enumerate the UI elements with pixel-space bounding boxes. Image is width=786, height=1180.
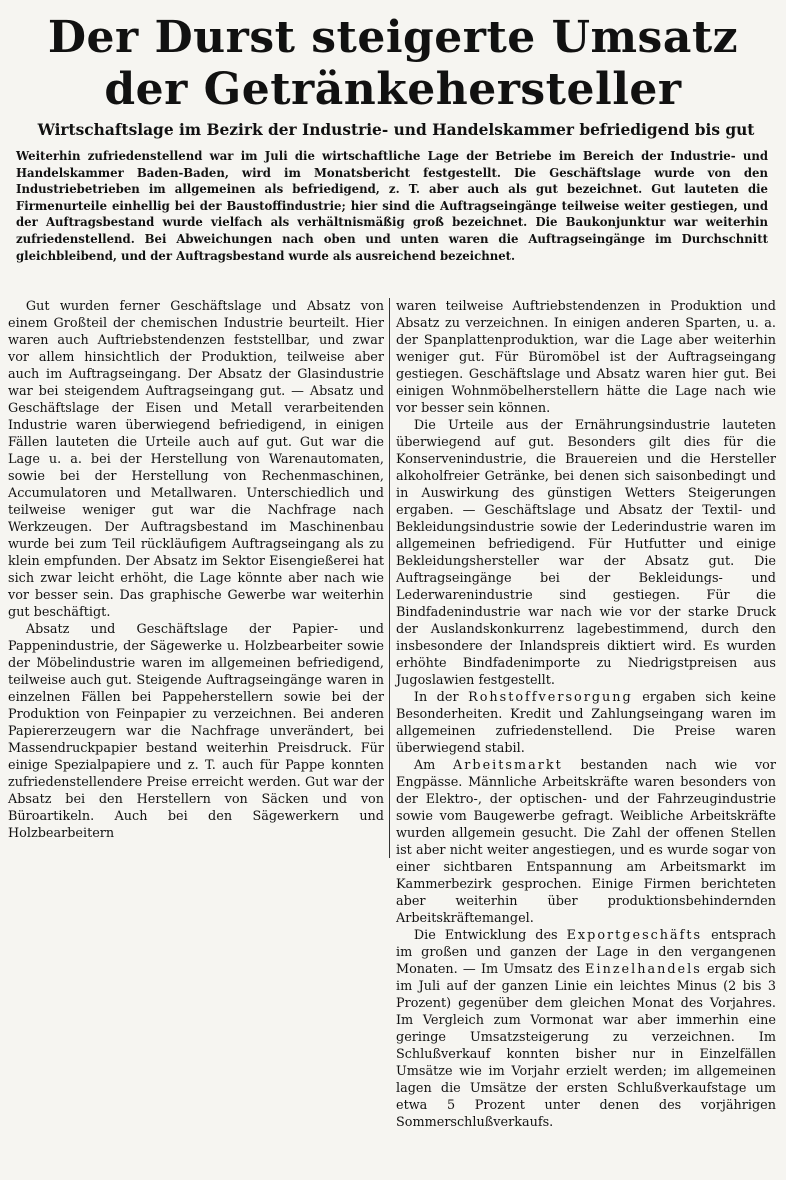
right-paragraph-2: Die Urteile aus der Ernährungsindustrie lauteten überwiegend auf gut. Besonders gilt dies für die Konservenindustrie, die Brauereien und die Hersteller alkoholfreier Getränke, bei denen sich saisonbedingt und in Auswirkung des günstigen Wetters Steigerungen ergaben. — Geschäftslage und Absatz der Textil- und Bekleidungsindustrie sowie der Lederindustrie waren im allgemeinen befriedigend. Für Hutfutter und einige Bekleidungshersteller war der Absatz gut. Die Auftragseingänge bei der Bekleidungs- und Lederwarenindustrie sind gestiegen. Für die Bindfadenindustrie war nach wie vor der starke Druck der Auslandskonkurrenz lagebestimmend, durch den insbesondere der Inlandspreis diktiert wird. Es wurden erhöhte Bindfadenimporte zu Niedrigstpreisen aus Jugoslawien festgestellt. <box>396 418 776 688</box>
right-paragraph-3 <box>396 689 776 757</box>
keyword-rohstoffversorgung: Rohstoffversorgung <box>468 690 633 705</box>
column-divider <box>389 298 390 858</box>
p3-post: ergaben sich keine Besonderheiten. Kredit und Zahlungseingang waren im allgemeinen zufriedenstellend. Die Preise waren überwiegend stabil. <box>396 690 776 756</box>
p4-pre: Am <box>413 758 454 773</box>
right-paragraph-5 <box>396 927 776 1131</box>
p4-post: bestanden nach wie vor Engpässe. Männliche Arbeitskräfte waren besonders von der Elektro-, der optischen- und der Fahrzeugindustrie sowie vom Baugewerbe gefragt. Weibliche Arbeitskräfte wurden allgemein gesucht. Die Zahl der offenen Stellen ist aber nicht weiter angestiegen, und es wurde sogar von einer sichtbaren Entspannung am Arbeitsmarkt im Kammerbezirk gesprochen. Einige Firmen berichteten aber weiterhin über produktionsbehindernden Arbeitskräftemangel. <box>396 758 776 926</box>
left-paragraph-2: Absatz und Geschäftslage der Papier- und Pappenindustrie, der Sägewerke u. Holzbearbeiter sowie der Möbelindustrie waren im allgemeinen befriedigend, teilweise auch gut. Steigende Auftragseingänge waren in einzelnen Fällen bei Pappeherstellern sowie bei der Produktion von Feinpapier zu verzeichnen. Bei anderen Papiererzeugern war die Nachfrage unverändert, bei Massendruckpapier bestand weiterhin Preisdruck. Für einige Spezialpapiere und z. T. auch für Pappe konnten zufriedenstellendere Preise erreicht werden. Gut war der Absatz bei den Herstellern von Säcken und von Büroartikeln. Auch bei den Sägewerkern und Holzbearbeitern <box>8 622 384 841</box>
right-column <box>396 298 776 1131</box>
left-paragraph-1: Gut wurden ferner Geschäftslage und Absatz von einem Großteil der chemischen Industrie beurteilt. Hier waren auch Auftriebstendenzen feststellbar, und zwar vor allem hinsichtlich der Produktion, teilweise aber auch im Auftragseingang. Der Absatz der Glasindustrie war bei steigendem Auftragseingang gut. — Absatz und Geschäftslage der Eisen und Metall verarbeitenden Industrie waren überwiegend befriedigend, in einigen Fällen lauteten die Urteile auch auf gut. Gut war die Lage u. a. bei der Herstellung von Warenautomaten, sowie bei der Herstellung von Rechenmaschinen, Accumulatoren und Metallwaren. Unterschiedlich und teilweise weniger gut war die Nachfrage nach Werkzeugen. Der Auftragsbestand im Maschinenbau wurde bei zum Teil rückläufigem Auftragseingang als zu klein empfunden. Der Absatz im Sektor Eisengießerei hat sich zwar leicht erhöht, die Lage könnte aber nach wie vor besser sein. Das graphische Gewerbe war weiterhin gut beschäftigt. <box>8 299 384 620</box>
keyword-einzelhandels: Einzelhandels <box>585 962 702 977</box>
right-paragraph-4 <box>396 757 776 927</box>
subheadline: Wirtschaftslage im Bezirk der Industrie- und Handelskammer befriedigend bis gut <box>37 121 755 139</box>
headline <box>0 12 786 116</box>
p5-pre: Die Entwicklung des <box>413 928 567 943</box>
right-paragraph-1: waren teilweise Auftriebstendenzen in Produktion und Absatz zu verzeichnen. In einigen anderen Sparten, u. a. der Spanplattenproduktion, war die Lage aber weiterhin weniger gut. Für Büromöbel ist der Auftragseingang gestiegen. Geschäftslage und Absatz waren hier gut. Bei einigen Wohnmöbelherstellern hätte die Lage nach wie vor besser sein können. <box>396 299 776 416</box>
p5-mid: entsprach im großen und ganzen der Lage in den vergangenen Monaten. — Im Umsatz des <box>396 928 776 977</box>
p5-post: ergab sich im Juli auf der ganzen Linie ein leichtes Minus (2 bis 3 Prozent) gegenüber dem gleichen Monat des Vorjahres. Im Vergleich zum Vormonat war aber immerhin eine geringe Umsatzsteigerung zu verzeichnen. Im Schlußverkauf konnten bisher nur in Einzelfällen Umsätze wie im Vorjahr erzielt werden; im allgemeinen lagen die Umsätze der ersten Schlußverkaufstage um etwa 5 Prozent unter denen des vorjährigen Sommerschlußverkaufs. <box>396 962 776 1130</box>
headline-line-1: Der Durst steigerte Umsatz <box>47 12 739 63</box>
left-column <box>8 298 384 842</box>
keyword-arbeitsmarkt: Arbeitsmarkt <box>453 758 563 773</box>
headline-line-2: der Getränkehersteller <box>104 64 682 115</box>
p3-pre: In der <box>413 690 469 705</box>
keyword-exportgeschaefts: Exportgeschäfts <box>566 928 703 943</box>
lead-paragraph: Weiterhin zufriedenstellend war im Juli die wirtschaftliche Lage der Betriebe im Bereich der Industrie- und Handelskammer Baden-Baden, wird im Monatsbericht festgestellt. Die Geschäftslage wurde von den Industriebetrieben im allgemeinen als befriedigend, z. T. aber auch als gut bezeichnet. Gut lauteten die Firmenurteile einhellig bei der Baustoffindustrie; hier sind die Auftragseingänge teilweise weiter gestiegen, und der Auftragsbestand wurde vielfach als verhältnismäßig groß bezeichnet. Die Baukonjunktur war weiterhin zufriedenstellend. Bei Abweichungen nach oben und unten waren die Auftragseingänge im Durchschnitt gleichbleibend, und der Auftragsbestand wurde als ausreichend bezeichnet. <box>16 149 768 263</box>
